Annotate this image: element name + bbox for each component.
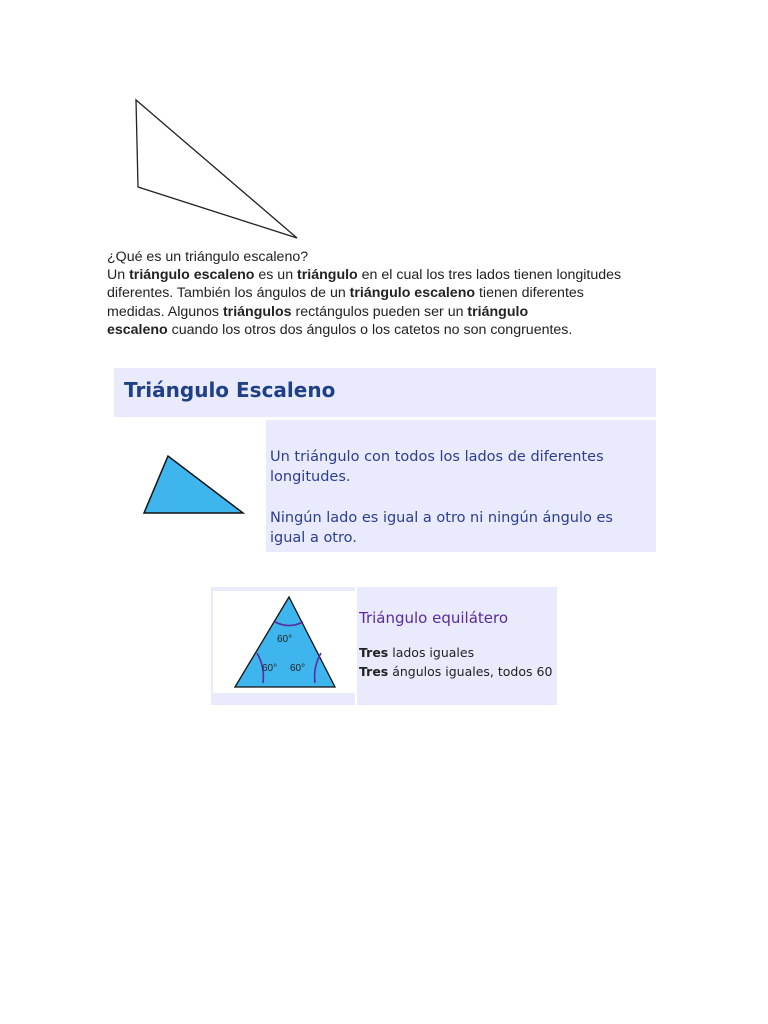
text-run: lados iguales: [388, 645, 475, 660]
scalene-description-sides: Un triángulo con todos los lados de diferentes longitudes.: [270, 449, 604, 485]
bold-run: triángulo escaleno: [349, 285, 476, 302]
bold-run: triángulo escaleno: [129, 267, 255, 284]
text-run: en el cual los tres lados tienen longitudes: [357, 267, 622, 284]
scalene-outline-drawing: [120, 90, 320, 250]
text-run: tienen diferentes: [475, 285, 584, 302]
equilateral-angles-line: [359, 664, 552, 679]
bold-run: triángulos: [222, 303, 292, 320]
equilateral-title: Triángulo equilátero: [359, 609, 509, 627]
text-run: medidas. Algunos: [107, 303, 223, 320]
scalene-card-header: [114, 368, 656, 417]
intro-line-1: [107, 266, 667, 284]
scalene-filled-triangle-image: [116, 452, 250, 518]
bold-run: Tres: [359, 645, 389, 660]
bold-run: triángulo: [297, 267, 358, 284]
bold-run: escaleno: [107, 321, 168, 338]
intro-line-4: [107, 321, 667, 339]
equilateral-image-frame: [213, 591, 355, 693]
text-run: rectángulos pueden ser un: [291, 303, 468, 320]
right-angle-label: 60°: [290, 663, 306, 674]
top-angle-label: 60°: [277, 634, 293, 645]
text-run: es un: [254, 267, 298, 284]
intro-line-2: [107, 284, 667, 302]
bold-run: Tres: [359, 664, 389, 679]
equilateral-text-cell: [357, 587, 557, 705]
text-run: ángulos iguales, todos 60: [388, 664, 553, 679]
equilateral-image-cell: [211, 587, 355, 705]
intro-paragraph: [107, 248, 667, 339]
equilateral-sides-line: [359, 645, 474, 660]
text-run: Un: [107, 267, 130, 284]
scalene-triangle-shape: [144, 456, 243, 513]
intro-question: ¿Qué es un triángulo escaleno?: [107, 249, 309, 265]
text-run: diferentes. También los ángulos de un: [107, 285, 350, 302]
scalene-card-title: Triángulo Escaleno: [124, 378, 336, 402]
left-angle-label: 60°: [262, 663, 278, 674]
scalene-card-body: [266, 420, 656, 552]
scalene-description-angles: Ningún lado es igual a otro ni ningún ángulo es igual a otro.: [270, 510, 613, 546]
intro-line-3: [107, 303, 667, 321]
equilateral-triangle-drawing: [213, 591, 355, 693]
text-run: cuando los otros dos ángulos o los catetos no son congruentes.: [167, 321, 573, 338]
outline-triangle-shape: [136, 100, 297, 238]
bold-run: triángulo: [467, 303, 529, 320]
